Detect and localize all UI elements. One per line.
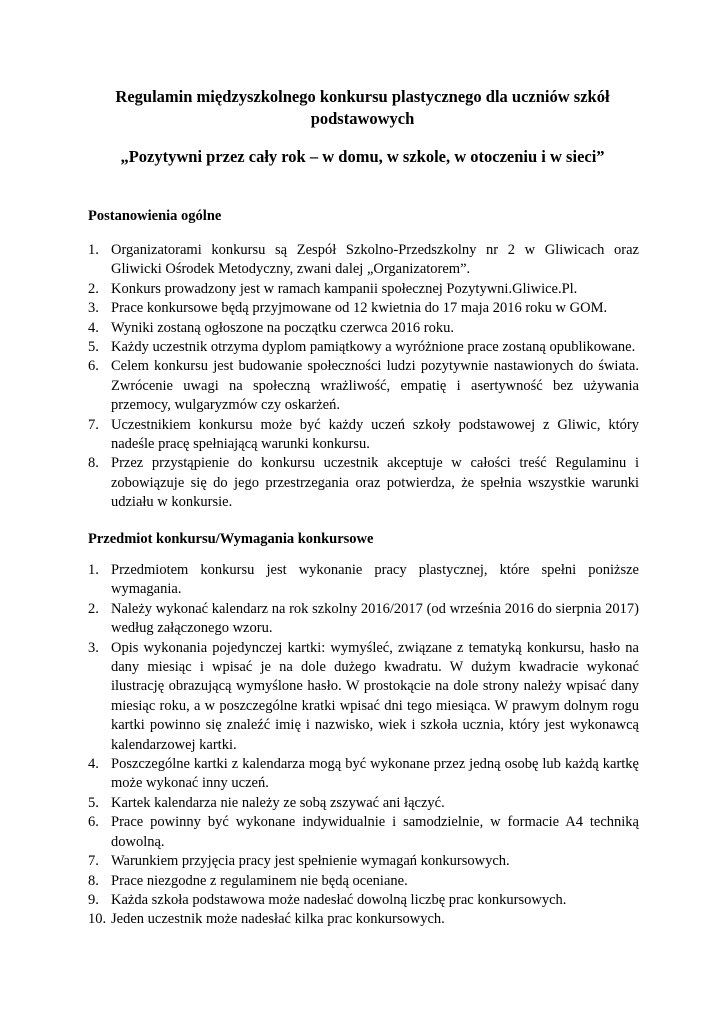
item-text: Prace powinny być wykonane indywidualnie i samodzielnie, w formacie A4 techniką dowolną.: [111, 814, 639, 850]
item-number: 1.: [88, 562, 99, 578]
list-item: [88, 241, 639, 280]
list-item: [88, 872, 639, 891]
item-text: Prace konkursowe będą przyjmowane od 12 kwietnia do 17 maja 2016 roku w GOM.: [111, 300, 608, 317]
list-item: [88, 910, 639, 929]
list-item: [88, 794, 639, 813]
item-number: 5.: [88, 339, 99, 356]
item-text: Celem konkursu jest budowanie społeczności ludzi pozytywnie nastawionych do świata. Zwrócenie uwagi na społeczną wrażliwość, empatię i asertywność bez używania przemocy, wulgaryzmów czy oskarżeń.: [111, 358, 639, 414]
item-number: 9.: [88, 891, 99, 908]
requirements-list: [88, 561, 639, 930]
list-item: [88, 319, 639, 338]
list-item: [88, 755, 639, 794]
item-number: 8.: [88, 872, 99, 889]
item-number: 2.: [88, 600, 99, 617]
document-title: Regulamin międzyszkolnego konkursu plastycznego dla uczniów szkół podstawowych: [115, 87, 610, 128]
item-text: Przedmiotem konkursu jest wykonanie pracy plastycznej, które spełni poniższe wymagania.: [111, 562, 639, 598]
item-text: Kartek kalendarza nie należy ze sobą zszywać ani łączyć.: [111, 794, 445, 811]
item-text: Prace niezgodne z regulaminem nie będą oceniane.: [111, 872, 408, 889]
list-item: [88, 280, 639, 299]
item-text: Przez przystąpienie do konkursu uczestnik akceptuje w całości treść Regulaminu i zobowiązuje się do jego przestrzegania oraz potwierdza, że spełnia wszystkie warunki udziału w konkursie.: [111, 455, 639, 511]
list-item: [88, 357, 639, 415]
list-item: [88, 454, 639, 512]
item-number: 2.: [88, 280, 99, 297]
item-number: 3.: [88, 639, 99, 656]
list-item: [88, 561, 639, 600]
item-text: Warunkiem przyjęcia pracy jest spełnienie wymagań konkursowych.: [111, 853, 510, 870]
item-text: Wyniki zostaną ogłoszone na początku czerwca 2016 roku.: [111, 319, 454, 336]
item-number: 6.: [88, 814, 99, 831]
list-item: [88, 852, 639, 871]
list-item: [88, 639, 639, 755]
list-item: [88, 338, 639, 357]
item-number: 8.: [88, 455, 99, 472]
item-number: 3.: [88, 300, 99, 317]
item-text: Organizatorami konkursu są Zespół Szkolno-Przedszkolny nr 2 w Gliwicach oraz Gliwicki Ośrodek Metodyczny, zwani dalej „Organizatorem”.: [111, 242, 639, 278]
list-item: [88, 891, 639, 910]
item-text: Jeden uczestnik może nadesłać kilka prac konkursowych.: [111, 911, 445, 928]
list-item: [88, 813, 639, 852]
item-number: 6.: [88, 358, 99, 375]
item-text: Każda szkoła podstawowa może nadesłać dowolną liczbę prac konkursowych.: [111, 891, 567, 908]
item-number: 10.: [88, 911, 107, 928]
item-number: 7.: [88, 853, 99, 870]
list-item: [88, 299, 639, 318]
list-item: [88, 600, 639, 639]
general-provisions-list: [88, 241, 639, 513]
item-text: Uczestnikiem konkursu może być każdy uczeń szkoły podstawowej z Gliwic, który nadeśle pracę spełniającą warunki konkursu.: [111, 416, 639, 453]
item-number: 4.: [88, 319, 99, 336]
item-text: Opis wykonania pojedynczej kartki: wymyśleć, związane z tematyką konkursu, hasło na dany miesiąc i wpisać je na dole dużego kwadratu. W dużym kwadracie wykonać ilustrację obrazującą wymyślone hasło. W prostokącie na dole strony należy wpisać dany miesiąc roku, a w poszczególne kratki wpisać dni tego miesiąca. W prawym dolnym rogu kartki powinno się znaleźć imię i nazwisko, wiek i szkoła ucznia, który jest wykonawcą kalendarzowej kartki.: [111, 639, 639, 753]
section-heading-general: Postanowienia ogólne: [88, 208, 222, 224]
item-number: 7.: [88, 416, 99, 433]
list-item: [88, 416, 639, 455]
document-subtitle: „Pozytywni przez cały rok – w domu, w szkole, w otoczeniu i w sieci”: [120, 147, 605, 166]
item-text: Każdy uczestnik otrzyma dyplom pamiątkowy a wyróżnione prace zostaną opublikowane.: [111, 339, 636, 356]
item-text: Konkurs prowadzony jest w ramach kampanii społecznej Pozytywni.Gliwice.Pl.: [111, 280, 578, 297]
item-text: Poszczególne kartki z kalendarza mogą być wykonane przez jedną osobę lub każdą kartkę może wykonać inny uczeń.: [111, 756, 639, 792]
item-text: Należy wykonać kalendarz na rok szkolny 2016/2017 (od września 2016 do sierpnia 2017) według załączonego wzoru.: [111, 600, 639, 637]
item-number: 5.: [88, 794, 99, 811]
item-number: 1.: [88, 242, 99, 258]
section-heading-requirements: Przedmiot konkursu/Wymagania konkursowe: [88, 531, 374, 547]
item-number: 4.: [88, 756, 99, 773]
